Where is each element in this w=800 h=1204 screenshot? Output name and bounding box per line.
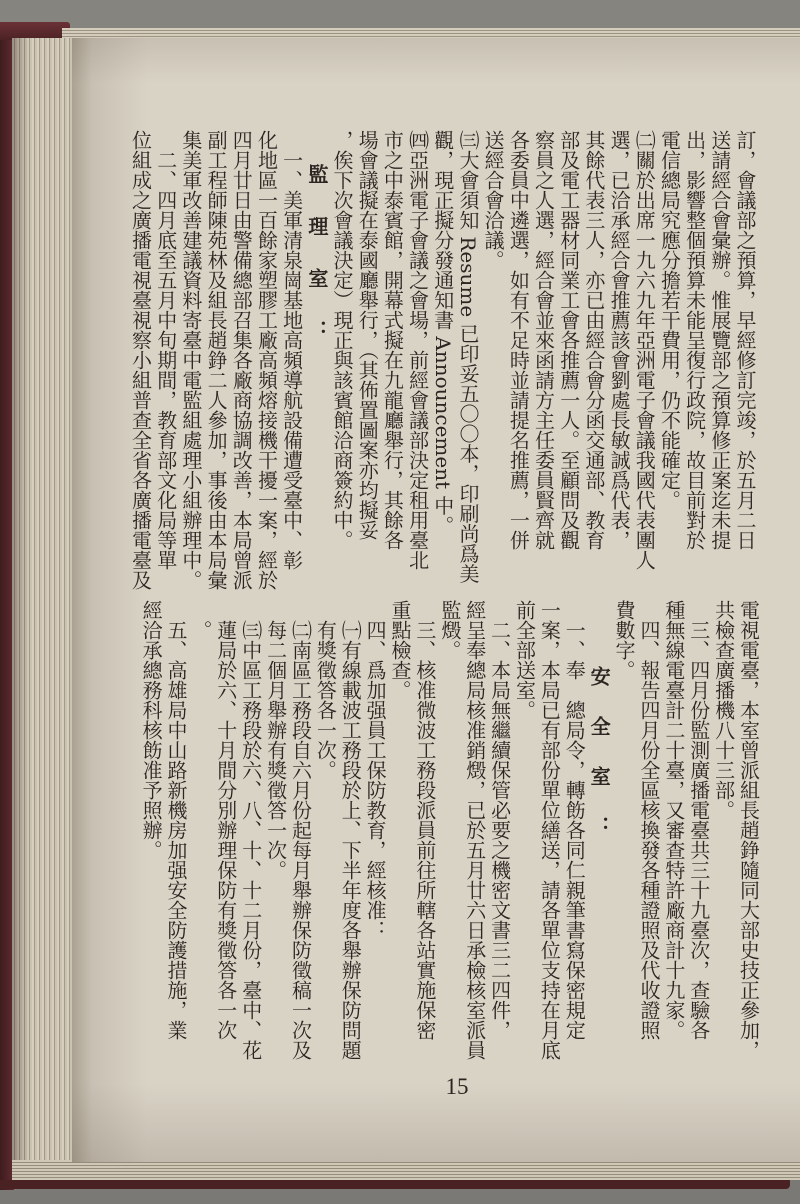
text-column: 訂，會議部之預算，早經修訂完竣，於五月二日	[733, 130, 757, 550]
text-column: 三、核准微波工務段派員前往所轄各站實施保密	[412, 620, 437, 1040]
text-column: 位組成之廣播電視臺視察小組普查全省各廣播電臺及	[128, 130, 153, 590]
text-column: ㈡南區工務段自六月份起每月舉辦保防徵稿一次及	[288, 620, 313, 1060]
text-column: 副工程師陳苑林及組長趙錚二人參加，事後由本局彙	[204, 130, 229, 590]
text-column: 出，影響整個預算未能呈復行政院，故目前對於	[682, 130, 707, 550]
text-column: 化地區一百餘家塑膠工廠高頻熔接機干擾一案，經於	[254, 130, 279, 590]
text-column: ，俟下次會議決定）現正與該賓館洽商簽約中。	[330, 130, 354, 550]
text-column: 各委員中遴選，如有不足時並請提名推薦，一併	[506, 130, 531, 550]
text-column: 二、本局無繼續保管必要之機密文書三二四件，	[487, 620, 512, 1040]
text-column: 五、高雄局中山路新機房加强安全防護措施，業	[164, 620, 189, 1040]
text-column: 其餘代表三人，亦已由經合會分函交通部、教育	[581, 130, 606, 550]
text-column: 種無線電臺計二十臺，又審查特許廠商計十九家。	[661, 600, 686, 1040]
page-edges-bottom	[12, 1160, 800, 1180]
text-column: 三、四月份監測廣播電臺共三十九臺次，查驗各	[686, 620, 711, 1040]
text-column: 監燬。	[437, 600, 462, 660]
text-column: 有獎徵答各一次。	[313, 620, 338, 780]
text-column: 場會議擬在泰國廳舉行，（其佈置圖案亦均擬妥	[355, 130, 380, 540]
upper-text-block	[127, 130, 757, 600]
section-heading-monitoring-office: 監理室：	[304, 164, 329, 372]
text-column: 電信總局究應分擔若干費用，仍不能確定。	[657, 130, 682, 510]
text-column: 部及電工器材同業工會各推薦一人。至顧問及觀	[556, 130, 581, 550]
text-column: 共檢查廣播機八十三部。	[711, 600, 736, 820]
lower-text-block	[138, 600, 761, 1070]
text-column: 一案，本局已有部份單位繕送，請各單位支持在月底	[537, 600, 562, 1060]
text-column: 二、四月底至五月中旬期間，教育部文化局等單	[153, 150, 178, 570]
text-column: 送經合會洽議。	[481, 130, 506, 270]
text-column: 四月廿日由警備總部召集各廠商協調改善，本局曾派	[229, 130, 254, 590]
text-column: 市之中泰賓館，開幕式擬在九龍廳舉行，其餘各	[380, 130, 405, 550]
text-column: 重點檢查。	[388, 600, 413, 700]
text-column: 一、美軍清泉崗基地高頻導航設備遭受臺中、彰	[279, 150, 304, 570]
text-column: 電視電臺，本室曾派組長趙錚隨同大部史技正參加，	[736, 600, 761, 1060]
text-column: ㈢大會須知 Resume 已印妥五〇〇本，印刷尚爲美	[455, 130, 480, 584]
text-column: 觀，現正擬分發通知書 Announcement 中。	[430, 130, 455, 536]
text-column: ㈠有線載波工務段於上、下半年度各舉辦保防問題	[338, 620, 363, 1060]
text-column: 選，已洽承經合會推薦該會劉處長敏誠爲代表，	[607, 130, 632, 550]
text-column: 費數字。	[612, 600, 637, 680]
text-column: 每二個月舉辦有獎徵答一次。	[263, 620, 288, 880]
text-column: ㈢中區工務段於六、八、十、十二月份，臺中、花	[238, 620, 263, 1060]
text-column: 蓮局於六、十月間分別辦理保防有獎徵答各一次	[213, 620, 238, 1040]
text-column: 。	[188, 620, 213, 640]
text-column: 四、爲加强員工保防教育，經核准：	[363, 620, 388, 940]
text-column: ㈡關於出席一九六九年亞洲電子會議我國代表團人	[632, 130, 657, 570]
book-cover-bottom	[0, 1180, 790, 1189]
text-column: 察員之人選，經合會並來函請方主任委員賢齊就	[531, 130, 556, 550]
text-column: 送請經合會彙辦。惟展覽部之預算修正案迄未提	[707, 130, 732, 550]
section-heading-security-office: 安全室：	[587, 666, 612, 866]
text-column: 經洽承總務科核飭准予照辦。	[139, 600, 164, 860]
page-edges-left	[12, 38, 74, 1180]
text-column: 前全部送室。	[512, 600, 537, 720]
text-column: 經呈奉總局核准銷燬，已於五月廿六日承檢核室派員	[462, 600, 487, 1060]
text-column: 一、奉 總局令，轉飭各同仁親筆書寫保密規定	[562, 620, 587, 1040]
text-column: 集美軍改善建議資料寄臺中電監組處理小組辦理中。	[178, 130, 203, 590]
page-number: 15	[445, 1074, 469, 1099]
text-column: 四、報告四月份全區核換發各種證照及代收證照	[636, 620, 661, 1040]
text-column: ㈣亞洲電子會議之會場，前經會議部決定租用臺北	[405, 130, 430, 570]
